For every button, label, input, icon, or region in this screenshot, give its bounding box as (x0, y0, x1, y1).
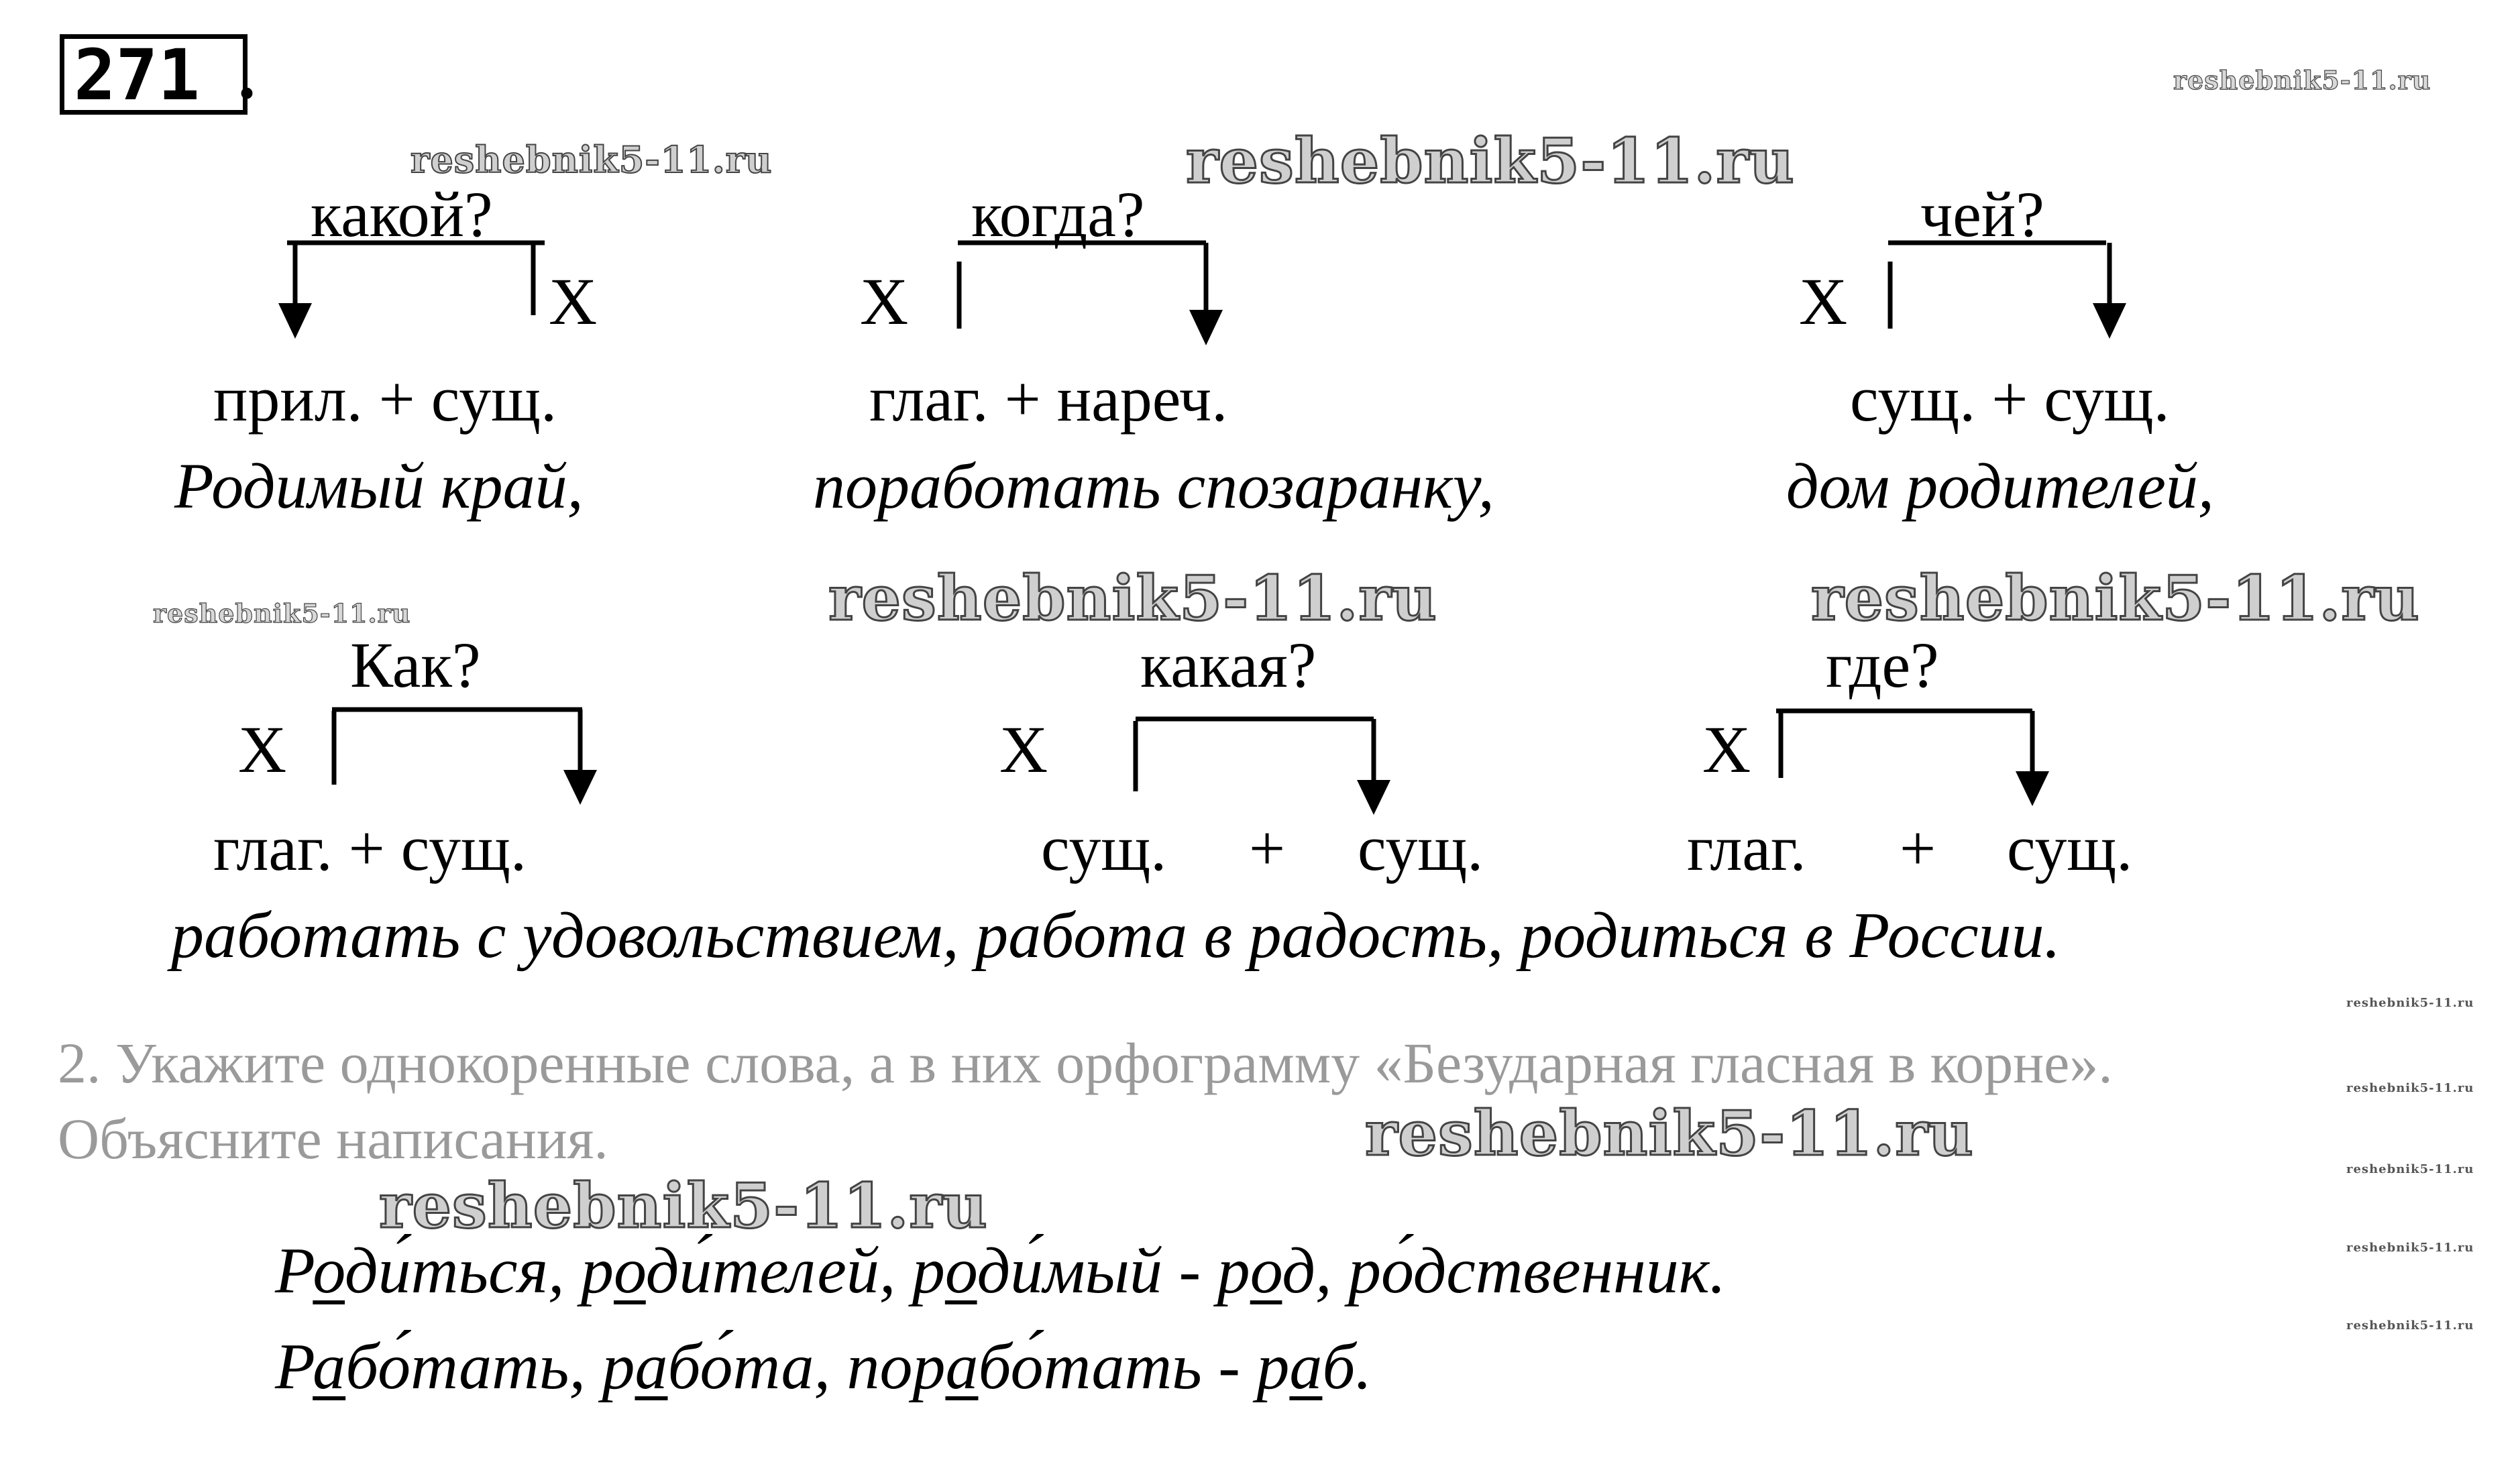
watermark: reshebnik5-11.ru (2346, 1241, 2474, 1255)
x-mark-1: Х (549, 264, 598, 339)
x-mark-5: Х (999, 712, 1048, 787)
formula-5-plus: + (1249, 812, 1286, 884)
examples-row2: работать с удовольствием, работа в радость, родиться в России. (171, 899, 2061, 972)
watermark: reshebnik5-11.ru (2346, 1318, 2474, 1333)
example-2: поработать спозаранку, (813, 450, 1494, 522)
answer-line2: Рабо́тать, рабо́та, порабо́тать - раб. (275, 1331, 1372, 1403)
question-kakaya: какая? (1140, 629, 1317, 701)
question-kak: Как? (350, 629, 481, 701)
formula-2: глаг. + нареч. (869, 363, 1228, 435)
watermark: reshebnik5-11.ru (2346, 1162, 2474, 1176)
watermark: reshebnik5-11.ru (410, 138, 773, 181)
formula-5-right: сущ. (1358, 812, 1484, 884)
example-1: Родимый край, (174, 450, 584, 522)
question-kakoy: какой? (311, 178, 493, 250)
formula-6-right: сущ. (2007, 812, 2133, 884)
x-mark-6: Х (1702, 712, 1751, 787)
watermark: reshebnik5-11.ru (1186, 125, 1795, 197)
exercise-number: 271 (74, 34, 200, 116)
question-kogda: когда? (971, 178, 1145, 250)
watermark: reshebnik5-11.ru (2346, 1081, 2474, 1095)
formula-5-left: сущ. (1041, 812, 1167, 884)
exercise-number-dot: . (238, 36, 256, 113)
answer-line1: Роди́ться, роди́телей, роди́мый - род, ро́дственник. (275, 1235, 1727, 1307)
watermark: reshebnik5-11.ru (2346, 996, 2474, 1010)
formula-1: прил. + сущ. (213, 363, 557, 435)
watermark: reshebnik5-11.ru (1365, 1097, 1974, 1170)
formula-4: глаг. + сущ. (213, 812, 527, 884)
watermark: reshebnik5-11.ru (153, 598, 411, 628)
question-gde: где? (1826, 629, 1939, 701)
watermark: reshebnik5-11.ru (1811, 562, 2420, 634)
task2-line1: 2. Укажите однокоренные слова, а в них орфограмму «Безударная гласная в корне». (58, 1031, 2113, 1095)
watermark: reshebnik5-11.ru (828, 562, 1437, 634)
x-mark-4: Х (238, 712, 287, 787)
x-mark-2: Х (860, 264, 909, 339)
formula-6-left: глаг. (1687, 812, 1806, 884)
watermark: reshebnik5-11.ru (2173, 65, 2431, 95)
task2-line2: Объясните написания. (58, 1107, 608, 1171)
question-chey: чей? (1920, 178, 2044, 250)
x-mark-3: Х (1799, 264, 1848, 339)
watermark: reshebnik5-11.ru (379, 1170, 988, 1242)
formula-3: сущ. + сущ. (1850, 363, 2170, 435)
formula-6-plus: + (1900, 812, 1936, 884)
example-3: дом родителей, (1786, 450, 2214, 522)
